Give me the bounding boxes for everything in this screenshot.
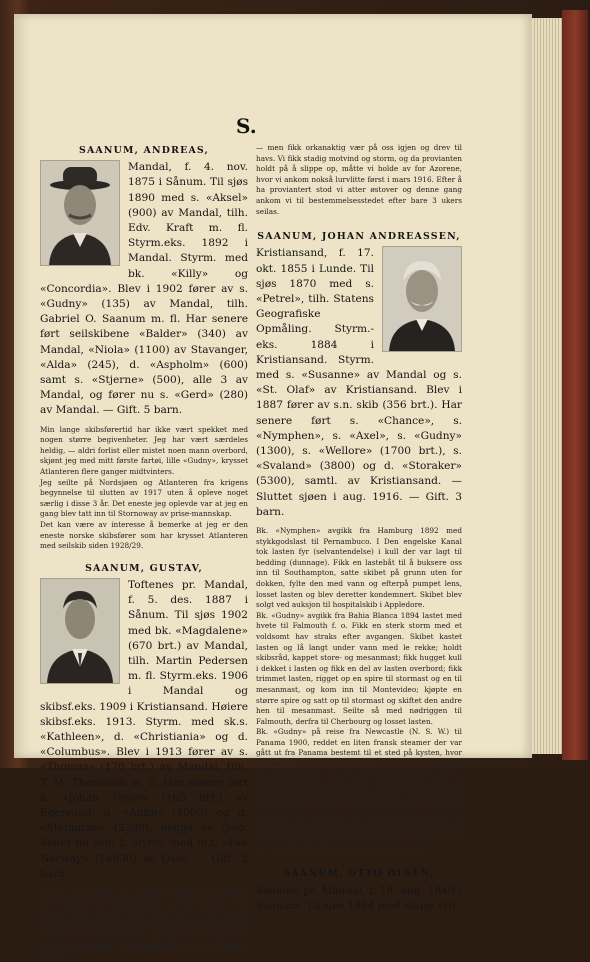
entry-body-otto: Saanum pr. Mandal, f. 18. aug. 1840 i Saanum. Til sjøs 1854 med slupp «Hi-: [256, 884, 462, 912]
section-letter: S.: [236, 114, 257, 138]
entry-note-johan-3: Bk. «Gudny» på reise fra Newcastle (N. S. W.) til Panama 1900, reddet en liten fransk steamer der var gått ut fra Panama bestemt til et sted på kysten, hvor der var en gullmine. Eieren av minen var ombord, samt en del arbeidere, der var gått ut fra Panama med 2 små dampskib, men fikk storm og mistet den ene; kom land av sikte; ingen navigatør ombord, visste ikke hvor de skulde styre; mat og vann tok slutt, derav mytteri. Forsynte dem med mat og vann, gav dem kursen for bestemmelsesstedet. Ved avgangen forvisset jeg mig om de styrte den rette kurs. Fikk høre i Panama at de var lykkelig ankommet til bestemmelsesstedet.: [256, 727, 462, 853]
entry-heading-andreas: SAANUM, ANDREAS,: [78, 145, 210, 156]
entry-heading-gustav: SAANUM, GUSTAV,: [85, 562, 203, 574]
portrait-image: [41, 161, 119, 265]
right-column: [256, 143, 462, 914]
entry-note-gustav: Vi var i 1914 med sk. «Thomas» kommet til Alicante med fiskelast fra Newfoundland og lastet salt for å gå samme vei tilbake. Det var just i de mørke vintermåneder og mange stormer red den vakre lille tremaster av på denne turen. Engang var vi så nær ved bestemmelsesstedet Newfoundland, at vi så skibene i havnen: [40, 888, 248, 961]
entry-heading-otto: SAANUM, OTTO OLSEN,: [283, 868, 435, 880]
portrait-image: [383, 247, 461, 351]
entry-heading-johan: SAANUM, JOHAN ANDREASSEN,: [257, 231, 461, 243]
book-cover-edge: [562, 10, 588, 760]
left-column: [40, 143, 248, 962]
page-stack-edge: [532, 18, 562, 754]
continuation-text: — men fikk orkanaktig vær på oss igjen og drev til havs. Vi fikk stadig motvind og storm, og da provianten holdt på å slippe op, måtte vi holde av for Azorene, hvor vi ankom nokså lurvlitte først i mars 1916. Efter å ha proviantert stod vi atter østover og denne gang ankom vi til bestemmelsesstedet efter bare 3 ukers seilas.: [256, 143, 462, 216]
entry-note-andreas-2: Jeg seilte på Nordsjøen og Atlanteren fra krigens begynnelse til slutten av 1917 uten å opleve noget særlig i disse 3 år. Det eneste jeg oplevde var at jeg en gang blev tatt inn til Stornoway av prise-mannskap.: [40, 477, 248, 519]
entry-note-andreas-1: Min lange skibsførertid har ikke vært spekket med nogen større begivenheter. Jeg har vært særdeles heldig, — aldri forlist eller mistet noen mann overbord, skjønt jeg med mitt første fartøi, lille «Gudny», krysset Atlanteren flere ganger midtvinters.: [40, 424, 248, 477]
portrait-image: [41, 579, 119, 683]
portrait-andreas-saanum: [40, 160, 120, 266]
entry-note-andreas-3: Det kan være av interesse å bemerke at jeg er den eneste norske skibsfører som har krysset Atlanteren med seilskib siden 1928/29.: [40, 520, 248, 551]
entry-note-johan-2: Bk. «Gudny» avgikk fra Bahia Blanca 1894 lastet med hvete til Falmouth f. o. Fikk en sterk storm med et voldsomt hav straks efter avgangen. Skibet kastet lasten og lå langt under vann med le rekke; holdt skibsråd, kappet store- og mesanmast; fikk hugget kull i dekket i lasten og fikk en del av lasten overbord; fikk trimmet lasten, rigget op en spire til stormast og en til mesanmast, og kom inn til Montevideo; kjøpte en større spire og satt op til stormast og skiftet den andre hen til mesanmast. Seilte så med nødriggen til Falmouth, derfra til Cherbourg og losset lasten.: [256, 610, 462, 726]
entry-body-gustav: Toftenes pr. Mandal, f. 5. des. 1887 i Sånum. Til sjøs 1902 med bk. «Magdalene» (670 brt.) av Mandal, tilh. Martin Pedersen m. fl. Styrm.eks. 1906 i Mandal og skibsf.eks. 1909 i Kristiansand. Høiere skibsf.eks. 1913. Styrm. med sk.s. «Kathleen», d. «Christiania» og d. «Columbus». Blev i 1913 fører av s. «Thomas» (170 brt.) av Mandal, tilh. T. M. Thomasen m. fl. Har senere ført s. «Johan Feyer» (165 brt.) av Egersund, d. «Anfin» (1000) og d. «Steingrim» (2300), begge av Oslo. Seiler nu som 1. styrm. med m.t. «Pan Norway» (14930) av Oslo. — Gift. 2 barn.: [40, 578, 248, 880]
entry-body-johan: Kristiansand, f. 17. okt. 1855 i Lunde. Til sjøs 1870 med s. «Petrel», tilh. Statens Geografiske Opmåling. Styrm.-eks. 1884 i Kristiansand. Styrm. med s. «Susanne» av Mandal og s. «St. Olaf» av Kristiansand. Blev i 1887 fører av s.n. skib (356 brt.). Har senere ført s. «Chance», s. «Nymphen», s. «Axel», s. «Gudny» (1300), s. «Wellore» (1700 brt.), s. «Svaland» (3800) og d. «Storaker» (5300), samtl. av Kristiansand. — Sluttet sjøen i aug. 1916. — Gift. 3 barn.: [256, 247, 462, 518]
portrait-johan-saanum: [382, 246, 462, 352]
entry-note-johan-1: Bk. «Nymphen» avgikk fra Hamburg 1892 med stykkgodslast til Pernambuco. I Den engelske Kanal tok lasten fyr (selvantendelse) i kull der var lagt til bedding (dunnage). Fikk en lastebåt til å buksere oss inn til Southampton, satte skibet på grunn uten for dokken, fylte den med vann og efterpå pumpet lens, losset lasten og blev deretter kondemnert. Skibet blev solgt ved auksjon til hospitalskib i Appledore.: [256, 526, 462, 610]
portrait-gustav-saanum: [40, 578, 120, 684]
entry-body-andreas: Mandal, f. 4. nov. 1875 i Sånum. Til sjøs 1890 med s. «Aksel» (900) av Mandal, tilh. Edv. Kraft m. fl. Styrm.eks. 1892 i Mandal. Styrm. med bk. «Killy» og «Concordia». Blev i 1902 fører av s. «Gudny» (135) av Mandal, tilh. Gabriel O. Saanum m. fl. Har senere ført seilskibene «Balder» (340) av Mandal, «Niola» (1100) av Stavanger, «Alda» (245), d. «Aspholm» (600) samt s. «Stjerne» (500), alle 3 av Mandal, og fører nu s. «Gerd» (280) av Mandal. — Gift. 5 barn.: [40, 161, 248, 417]
